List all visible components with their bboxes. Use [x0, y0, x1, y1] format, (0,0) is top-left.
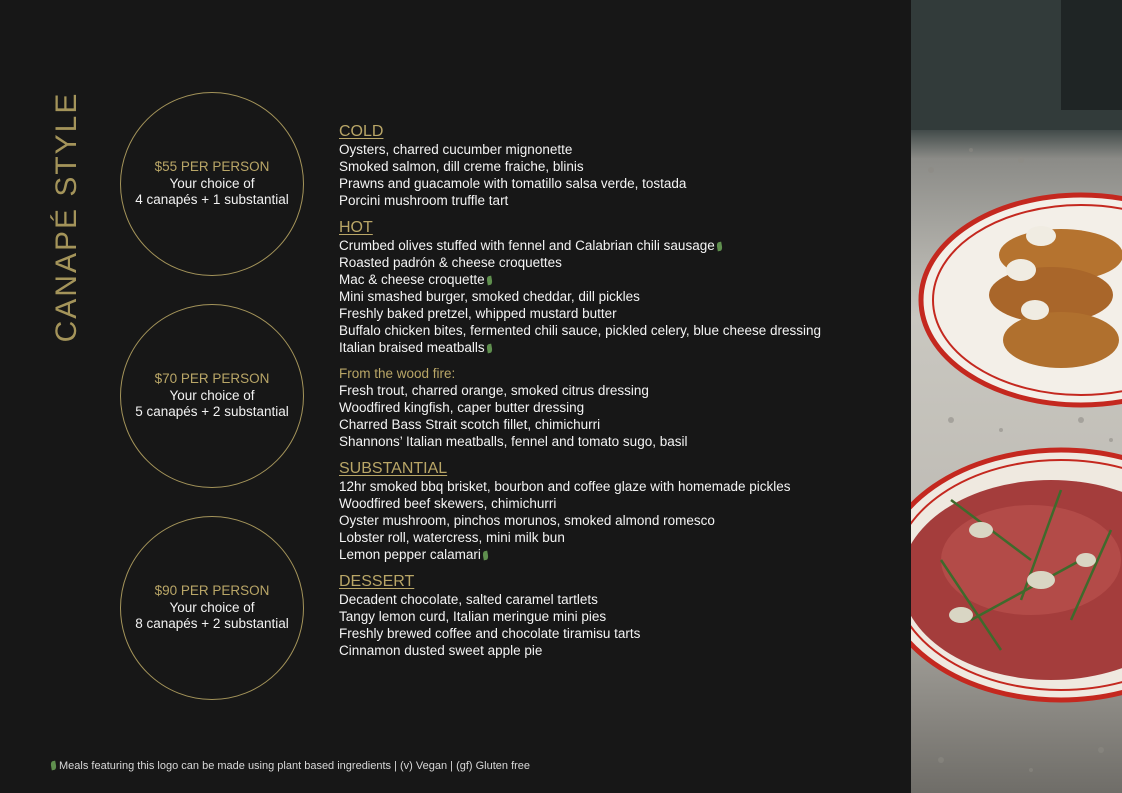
menu-item: Shannons’ Italian meatballs, fennel and tomato sugo, basil	[339, 434, 688, 449]
menu-item	[339, 271, 899, 288]
package-price: $90 PER PERSON	[154, 583, 270, 599]
menu-item: Fresh trout, charred orange, smoked citrus dressing	[339, 383, 649, 398]
section-title: HOT	[339, 219, 373, 236]
menu-item: Freshly brewed coffee and chocolate tiramisu tarts	[339, 626, 641, 641]
leaf-icon	[50, 761, 56, 771]
menu-item: Smoked salmon, dill creme fraiche, blinis	[339, 159, 584, 174]
package-circle-70	[120, 304, 304, 488]
menu-item: Lobster roll, watercress, mini milk bun	[339, 530, 565, 545]
section-title: COLD	[339, 123, 384, 140]
menu-item: Charred Bass Strait scotch fillet, chimichurri	[339, 417, 601, 432]
section-substantial	[339, 459, 899, 563]
section-title: DESSERT	[339, 573, 415, 590]
menu-item-text: Crumbed olives stuffed with fennel and Calabrian chili sausage	[339, 238, 715, 253]
section-title: SUBSTANTIAL	[339, 460, 448, 477]
leaf-icon	[716, 242, 722, 252]
menu-item-text: Italian braised meatballs	[339, 340, 485, 355]
menu-item: Buffalo chicken bites, fermented chili sauce, pickled celery, blue cheese dressing	[339, 323, 822, 338]
leaf-icon	[482, 551, 488, 561]
package-price: $70 PER PERSON	[154, 371, 270, 387]
footnote	[51, 760, 530, 772]
side-title	[44, 92, 90, 342]
menu-item: 12hr smoked bbq brisket, bourbon and coffee glaze with homemade pickles	[339, 479, 791, 494]
menu-item: Woodfired beef skewers, chimichurri	[339, 496, 557, 511]
menu-item-text: Lemon pepper calamari	[339, 547, 481, 562]
package-line: 8 canapés + 2 substantial	[135, 616, 289, 632]
package-line: 5 canapés + 2 substantial	[135, 404, 289, 420]
menu-item: Porcini mushroom truffle tart	[339, 193, 509, 208]
package-line: Your choice of	[169, 599, 255, 615]
menu-item	[339, 237, 899, 254]
section-hot	[339, 218, 899, 450]
menu-item: Roasted padrón & cheese croquettes	[339, 255, 562, 270]
package-circle-90	[120, 516, 304, 700]
food-photo	[911, 0, 1122, 793]
menu-item: Woodfired kingfish, caper butter dressing	[339, 400, 585, 415]
package-circle-55	[120, 92, 304, 276]
footnote-text: Meals featuring this logo can be made using plant based ingredients | (v) Vegan | (gf) Gluten free	[59, 760, 531, 772]
menu-item	[339, 546, 899, 563]
package-price: $55 PER PERSON	[154, 159, 270, 175]
section-cold	[339, 122, 899, 209]
package-line: Your choice of	[169, 387, 255, 403]
menu-item	[339, 339, 899, 356]
section-dessert	[339, 572, 899, 659]
menu-item: Cinnamon dusted sweet apple pie	[339, 643, 543, 658]
leaf-icon	[486, 276, 492, 286]
menu-item-text: Mac & cheese croquette	[339, 272, 485, 287]
menu-item: Oysters, charred cucumber mignonette	[339, 142, 573, 157]
menu-item: Freshly baked pretzel, whipped mustard butter	[339, 306, 617, 321]
menu-item: Decadent chocolate, salted caramel tartlets	[339, 592, 598, 607]
menu-list	[339, 122, 899, 668]
package-line: 4 canapés + 1 substantial	[135, 192, 289, 208]
food-photo-illustration	[911, 0, 1122, 793]
menu-item: Mini smashed burger, smoked cheddar, dill pickles	[339, 289, 640, 304]
leaf-icon	[486, 344, 492, 354]
menu-item: Tangy lemon curd, Italian meringue mini pies	[339, 609, 607, 624]
wood-fire-title: From the wood fire:	[339, 366, 456, 381]
side-title-text: CANAPÉ STYLE	[50, 91, 83, 343]
package-line: Your choice of	[169, 175, 255, 191]
menu-item: Oyster mushroom, pinchos morunos, smoked almond romesco	[339, 513, 715, 528]
menu-item: Prawns and guacamole with tomatillo salsa verde, tostada	[339, 176, 687, 191]
